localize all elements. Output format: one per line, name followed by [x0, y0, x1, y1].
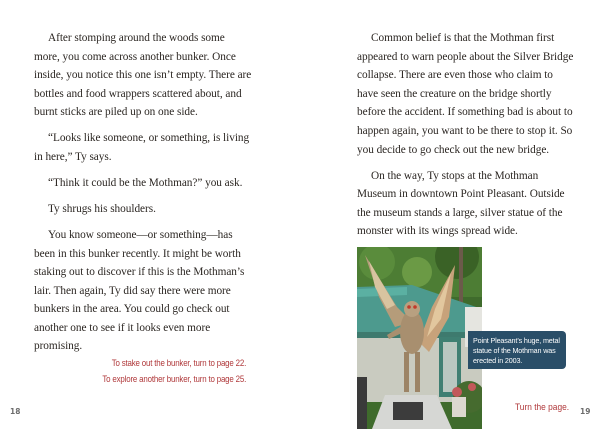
- choice-explore-another[interactable]: To explore another bunker, turn to page 25.: [102, 374, 246, 384]
- left-page-body: [34, 29, 252, 363]
- paragraph: “Looks like someone, or something, is living in here,” Ty says.: [34, 132, 250, 163]
- paragraph: After stomping around the woods some more, you come across another bunker. Once inside, you notice this one isn’t empty. There are bottles and food wrappers scattered about, and burnt sticks are piled up on one side.: [34, 32, 252, 119]
- paragraph: Ty shrugs his shoulders.: [48, 202, 156, 215]
- choice-stake-out[interactable]: To stake out the bunker, turn to page 22.: [111, 358, 247, 368]
- turn-the-page-link[interactable]: Turn the page.: [515, 402, 570, 413]
- paragraph: On the way, Ty stops at the Mothman Museum in downtown Point Pleasant. Outside the museum stands a large, silver statue of the monster with its wings spread wide.: [357, 169, 565, 238]
- right-page: [300, 0, 600, 429]
- page-number-left: 18: [10, 407, 21, 416]
- mothman-statue-photo: [357, 247, 482, 429]
- page-number-right: 19: [580, 407, 591, 416]
- paragraph: “Think it could be the Mothman?” you ask.: [48, 176, 243, 189]
- paragraph: You know someone—or something—has been in this bunker recently. It might be worth staking out to discover if this is the Mothman’s lair. Then again, Ty did say there were more bunkers in the area. You could go check out another one to see if it looks even more promising.: [34, 228, 245, 353]
- photo-caption: Point Pleasant’s huge, metal statue of the Mothman was erected in 2003.: [468, 331, 566, 369]
- mothman-statue-image: [357, 247, 482, 429]
- paragraph: Common belief is that the Mothman first appeared to warn people about the Silver Bridge collapse. There are even those who claim to have seen the creature on the bridge shortly before the accident. If something bad is about to happen again, you want to be there to stop it. So you decide to go check out the new bridge.: [357, 32, 574, 156]
- right-page-body: [357, 29, 575, 248]
- story-choices: [102, 355, 246, 387]
